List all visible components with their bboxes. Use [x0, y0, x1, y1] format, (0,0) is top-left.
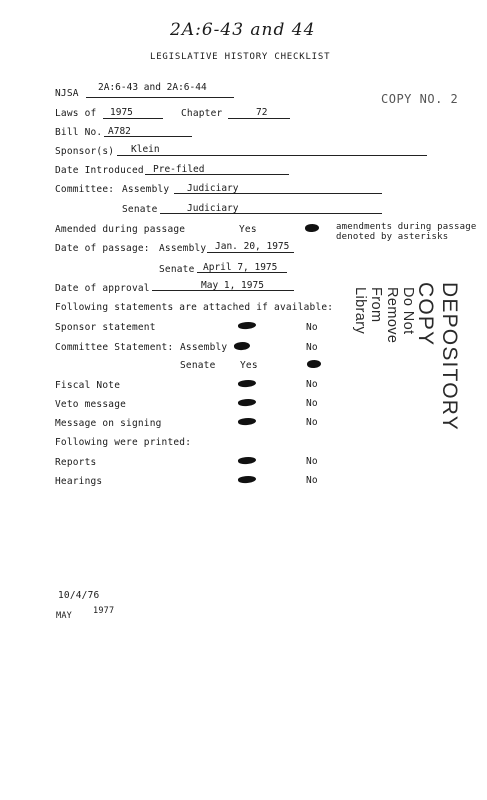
- veto-message-no: No: [306, 398, 318, 409]
- statements-heading: Following statements are attached if available:: [55, 302, 334, 313]
- committee-senate-yes: Yes: [240, 360, 258, 371]
- copy-number: COPY NO. 2: [381, 92, 459, 106]
- bill-no-value: A782: [108, 126, 131, 137]
- committee-senate-underline: [160, 213, 382, 214]
- yes-strikeout-mark: [238, 475, 257, 484]
- footer-date-2-year: 1977: [93, 606, 115, 616]
- page-title: LEGISLATIVE HISTORY CHECKLIST: [150, 52, 331, 62]
- laws-of-value: 1975: [110, 107, 133, 118]
- printed-heading: Following were printed:: [55, 437, 192, 448]
- date-introduced-value: Pre-filed: [153, 164, 205, 175]
- reports-label: Reports: [55, 457, 97, 468]
- bill-no-label: Bill No.: [55, 127, 103, 138]
- chapter-underline: [228, 118, 290, 119]
- date-approval-value: May 1, 1975: [201, 280, 264, 291]
- committee-label: Committee:: [55, 184, 115, 195]
- committee-assembly-no: No: [306, 342, 318, 353]
- footer-date-2-month: MAY: [56, 611, 72, 621]
- committee-senate-label: Senate: [122, 204, 158, 215]
- committee-senate-value: Judiciary: [187, 203, 239, 214]
- fiscal-note-label: Fiscal Note: [55, 380, 121, 391]
- veto-message-label: Veto message: [55, 399, 127, 410]
- chapter-label: Chapter: [181, 108, 223, 119]
- amended-label: Amended during passage: [55, 224, 186, 235]
- committee-statement-senate: Senate: [180, 360, 216, 371]
- depository-stamp-line1: DEPOSITORY COPY: [414, 282, 461, 431]
- fiscal-note-no: No: [306, 379, 318, 390]
- sponsors-value: Klein: [131, 144, 160, 155]
- footer-date-1: 10/4/76: [58, 590, 100, 601]
- committee-statement-assembly: Assembly: [180, 342, 228, 353]
- message-signing-label: Message on signing: [55, 418, 162, 429]
- message-signing-no: No: [306, 417, 318, 428]
- njsa-underline: [86, 97, 234, 98]
- laws-of-underline: [103, 118, 163, 119]
- date-approval-label: Date of approval: [55, 283, 150, 294]
- no-strikeout-mark: [305, 223, 320, 232]
- date-introduced-label: Date Introduced: [55, 165, 144, 176]
- hearings-no: No: [306, 475, 318, 486]
- yes-strikeout-mark: [238, 398, 257, 407]
- amended-yes: Yes: [239, 224, 257, 235]
- passage-senate-underline: [197, 272, 287, 273]
- laws-of-label: Laws of: [55, 108, 97, 119]
- hearings-label: Hearings: [55, 476, 103, 487]
- njsa-value: 2A:6-43 and 2A:6-44: [98, 82, 207, 93]
- sponsor-statement-label: Sponsor statement: [55, 322, 156, 333]
- sponsors-underline: [117, 155, 427, 156]
- yes-strikeout-mark: [238, 321, 257, 330]
- date-introduced-underline: [145, 174, 289, 175]
- yes-strikeout-mark: [234, 341, 251, 351]
- reports-no: No: [306, 456, 318, 467]
- committee-assembly-label: Assembly: [122, 184, 170, 195]
- committee-statement-label: Committee Statement:: [55, 342, 174, 353]
- date-approval-underline: [152, 290, 294, 291]
- amended-note-line2: denoted by asterisks: [336, 232, 449, 242]
- no-strikeout-mark: [307, 359, 322, 368]
- committee-assembly-value: Judiciary: [187, 183, 239, 194]
- committee-assembly-underline: [174, 193, 382, 194]
- passage-senate-value: April 7, 1975: [203, 262, 278, 273]
- date-passage-label: Date of passage:: [55, 243, 150, 254]
- njsa-label: NJSA: [55, 88, 79, 99]
- passage-assembly-label: Assembly: [159, 243, 207, 254]
- yes-strikeout-mark: [238, 417, 257, 426]
- yes-strikeout-mark: [238, 456, 257, 465]
- passage-assembly-value: Jan. 20, 1975: [215, 241, 290, 252]
- sponsors-label: Sponsor(s): [55, 146, 115, 157]
- depository-stamp-line2: Do Not Remove From Library: [352, 287, 416, 344]
- bill-no-underline: [104, 136, 192, 137]
- amended-note-line1: amendments during passage: [336, 222, 477, 232]
- passage-assembly-underline: [207, 252, 294, 253]
- sponsor-statement-no: No: [306, 322, 318, 333]
- passage-senate-label: Senate: [159, 264, 195, 275]
- handwritten-title: 2A:6-43 and 44: [170, 20, 316, 40]
- chapter-value: 72: [256, 107, 268, 118]
- yes-strikeout-mark: [238, 379, 257, 388]
